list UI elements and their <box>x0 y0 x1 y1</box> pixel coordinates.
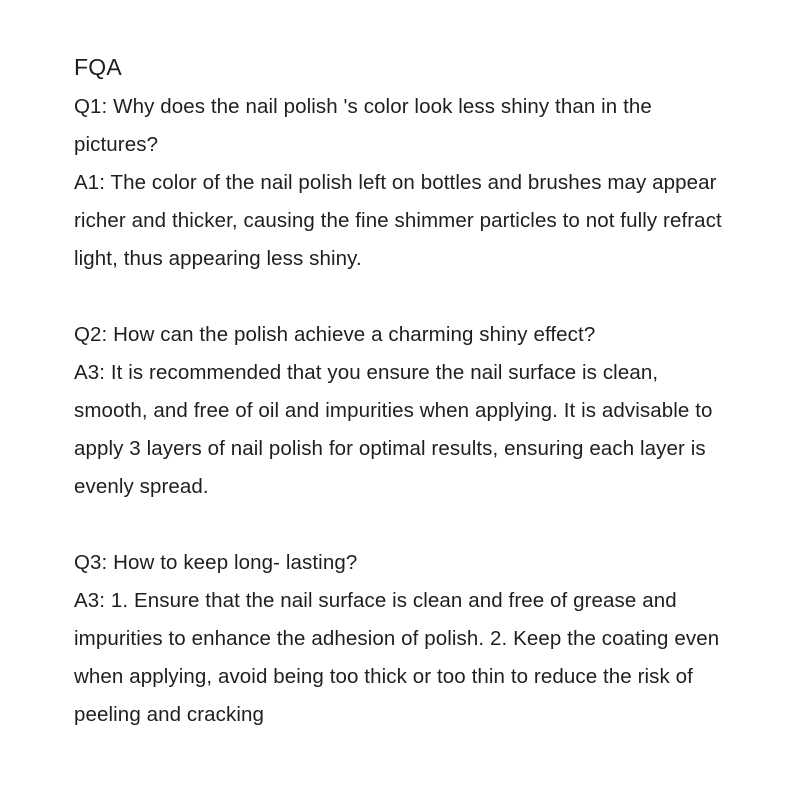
paragraph-gap <box>74 278 734 316</box>
paragraph-gap <box>74 506 734 544</box>
faq-answer: A3: It is recommended that you ensure the nail surface is clean, smooth, and free of oil and impurities when applying. It is advisable to apply 3 layers of nail polish for optimal results, ensuring each layer is evenly spread. <box>74 361 713 498</box>
faq-answer: A1: The color of the nail polish left on bottles and brushes may appear richer and thicker, causing the fine shimmer particles to not fully refract light, thus appearing less shiny. <box>74 171 722 270</box>
faq-question: Q2: How can the polish achieve a charming shiny effect? <box>74 323 596 346</box>
faq-item-1 <box>74 88 734 278</box>
page-title: FQA <box>74 54 122 80</box>
faq-question: Q1: Why does the nail polish 's color look less shiny than in the pictures? <box>74 95 652 156</box>
faq-item-2 <box>74 316 734 506</box>
faq-question: Q3: How to keep long- lasting? <box>74 551 358 574</box>
faq-answer: A3: 1. Ensure that the nail surface is clean and free of grease and impurities to enhance the adhesion of polish. 2. Keep the coating even when applying, avoid being too thick or too thin to reduce the risk of peeling and cracking <box>74 589 720 726</box>
faq-item-3 <box>74 544 734 734</box>
faq-document <box>74 50 734 734</box>
